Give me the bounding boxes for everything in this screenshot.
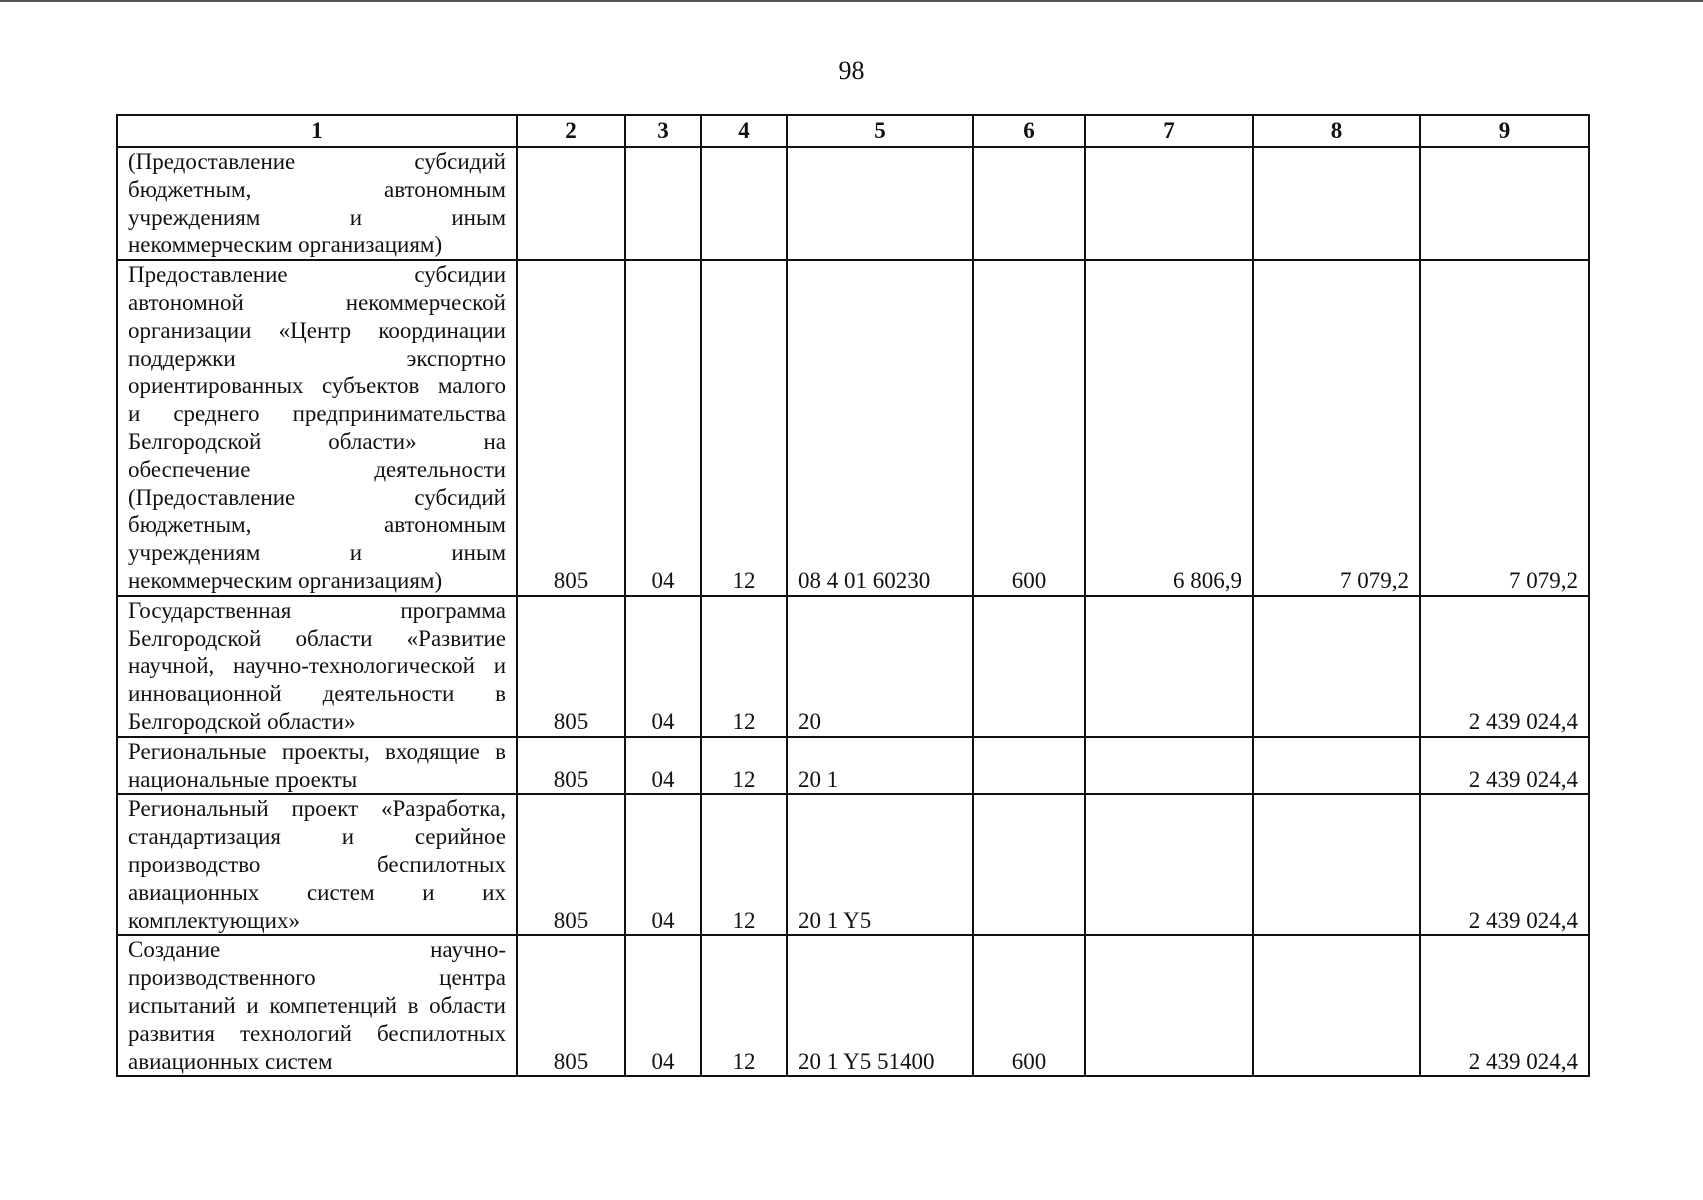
- amount-col9-cell: [1420, 147, 1589, 260]
- subsection-cell: [701, 147, 787, 260]
- item-name-line: поддержки экспортно: [128, 345, 506, 371]
- item-name-line: (Предоставление субсидий: [128, 149, 506, 174]
- item-name-line: некоммерческим организациям): [128, 232, 443, 258]
- amount-col7-cell: [1085, 147, 1253, 260]
- amount-col9-cell: 2 439 024,4: [1420, 596, 1589, 737]
- subsection-cell: 12: [701, 596, 787, 737]
- page-number: 98: [838, 56, 865, 85]
- expense-type-cell: [973, 596, 1085, 737]
- item-name-line: Региональные проекты, входящие в: [128, 738, 506, 764]
- target-article-cell: 20 1 Y5: [787, 794, 973, 935]
- item-name-line: Региональный проект «Разработка,: [128, 796, 506, 822]
- item-name-line: ориентированных субъектов малого: [128, 373, 506, 399]
- item-name-line: инновационной деятельности в: [128, 681, 506, 707]
- header-cell-3: 3: [625, 115, 701, 147]
- target-article-cell: 08 4 01 60230: [787, 260, 973, 596]
- item-name-line: производство беспилотных: [128, 851, 506, 877]
- table-row: [117, 794, 1589, 935]
- amount-col7-cell: [1085, 596, 1253, 737]
- item-name-cell: [117, 935, 517, 1076]
- amount-col8-cell: [1253, 935, 1420, 1076]
- table-header-row: [117, 115, 1589, 147]
- header-cell-8: 8: [1253, 115, 1420, 147]
- item-name-line: научной, научно-технологической и: [128, 653, 506, 679]
- subsection-cell: 12: [701, 737, 787, 795]
- target-article-cell: 20 1 Y5 51400: [787, 935, 973, 1076]
- item-name-line: организации «Центр координации: [128, 317, 506, 343]
- item-name-line: Белгородской области «Развитие: [128, 625, 506, 651]
- section-cell: 04: [625, 794, 701, 935]
- header-cell-4: 4: [701, 115, 787, 147]
- item-name-line: комплектующих»: [128, 907, 300, 933]
- item-name-line: испытаний и компетенций в области: [128, 992, 506, 1018]
- item-name-cell: [117, 596, 517, 737]
- item-name-line: некоммерческим организациям): [128, 567, 443, 593]
- table-row: [117, 737, 1589, 795]
- budget-table: [116, 114, 1590, 1077]
- item-name-line: Белгородской области»: [128, 708, 356, 734]
- item-name-line: автономной некоммерческой: [128, 289, 506, 315]
- item-name-line: обеспечение деятельности: [128, 456, 506, 482]
- expense-type-cell: [973, 794, 1085, 935]
- section-cell: 04: [625, 596, 701, 737]
- subsection-cell: 12: [701, 260, 787, 596]
- table-row: [117, 147, 1589, 260]
- amount-col7-cell: 6 806,9: [1085, 260, 1253, 596]
- scan-edge-line: [0, 0, 1703, 2]
- amount-col8-cell: [1253, 794, 1420, 935]
- item-name-line: учреждениям и иным: [128, 540, 506, 566]
- subsection-cell: 12: [701, 935, 787, 1076]
- section-cell: 04: [625, 737, 701, 795]
- header-cell-6: 6: [973, 115, 1085, 147]
- item-name-line: авиационных систем: [128, 1048, 333, 1074]
- header-cell-9: 9: [1420, 115, 1589, 147]
- amount-col8-cell: [1253, 596, 1420, 737]
- amount-col9-cell: 7 079,2: [1420, 260, 1589, 596]
- item-name-cell: [117, 147, 517, 260]
- amount-col9-cell: 2 439 024,4: [1420, 737, 1589, 795]
- item-name-line: и среднего предпринимательства: [128, 401, 506, 427]
- item-name-cell: [117, 794, 517, 935]
- item-name-line: учреждениям и иным: [128, 204, 506, 230]
- expense-type-cell: 600: [973, 260, 1085, 596]
- item-name-line: Государственная программа: [128, 597, 506, 623]
- section-cell: [625, 147, 701, 260]
- expense-type-cell: 600: [973, 935, 1085, 1076]
- section-cell: 04: [625, 935, 701, 1076]
- item-name-cell: [117, 737, 517, 795]
- amount-col8-cell: [1253, 147, 1420, 260]
- item-name-line: авиационных систем и их: [128, 879, 506, 905]
- expense-type-cell: [973, 147, 1085, 260]
- section-cell: 04: [625, 260, 701, 596]
- amount-col7-cell: [1085, 737, 1253, 795]
- item-name-line: бюджетным, автономным: [128, 512, 506, 538]
- header-cell-7: 7: [1085, 115, 1253, 147]
- subsection-cell: 12: [701, 794, 787, 935]
- kvsr-cell: 805: [517, 596, 625, 737]
- item-name-line: (Предоставление субсидий: [128, 484, 506, 510]
- kvsr-cell: 805: [517, 794, 625, 935]
- amount-col7-cell: [1085, 935, 1253, 1076]
- amount-col8-cell: 7 079,2: [1253, 260, 1420, 596]
- table-row: [117, 596, 1589, 737]
- target-article-cell: 20: [787, 596, 973, 737]
- header-cell-5: 5: [787, 115, 973, 147]
- kvsr-cell: 805: [517, 935, 625, 1076]
- item-name-line: стандартизация и серийное: [128, 824, 506, 850]
- item-name-line: Белгородской области» на: [128, 428, 506, 454]
- kvsr-cell: 805: [517, 260, 625, 596]
- amount-col7-cell: [1085, 794, 1253, 935]
- target-article-cell: [787, 147, 973, 260]
- item-name-line: Создание научно-: [128, 937, 506, 963]
- target-article-cell: 20 1: [787, 737, 973, 795]
- item-name-line: развития технологий беспилотных: [128, 1020, 506, 1046]
- item-name-cell: [117, 260, 517, 596]
- amount-col9-cell: 2 439 024,4: [1420, 794, 1589, 935]
- item-name-line: бюджетным, автономным: [128, 176, 506, 202]
- item-name-line: Предоставление субсидии: [128, 262, 506, 288]
- amount-col8-cell: [1253, 737, 1420, 795]
- header-cell-2: 2: [517, 115, 625, 147]
- item-name-line: производственного центра: [128, 965, 506, 991]
- kvsr-cell: 805: [517, 737, 625, 795]
- kvsr-cell: [517, 147, 625, 260]
- table-row: [117, 260, 1589, 596]
- amount-col9-cell: 2 439 024,4: [1420, 935, 1589, 1076]
- item-name-line: национальные проекты: [128, 766, 358, 792]
- header-cell-1: 1: [117, 115, 517, 147]
- table-row: [117, 935, 1589, 1076]
- expense-type-cell: [973, 737, 1085, 795]
